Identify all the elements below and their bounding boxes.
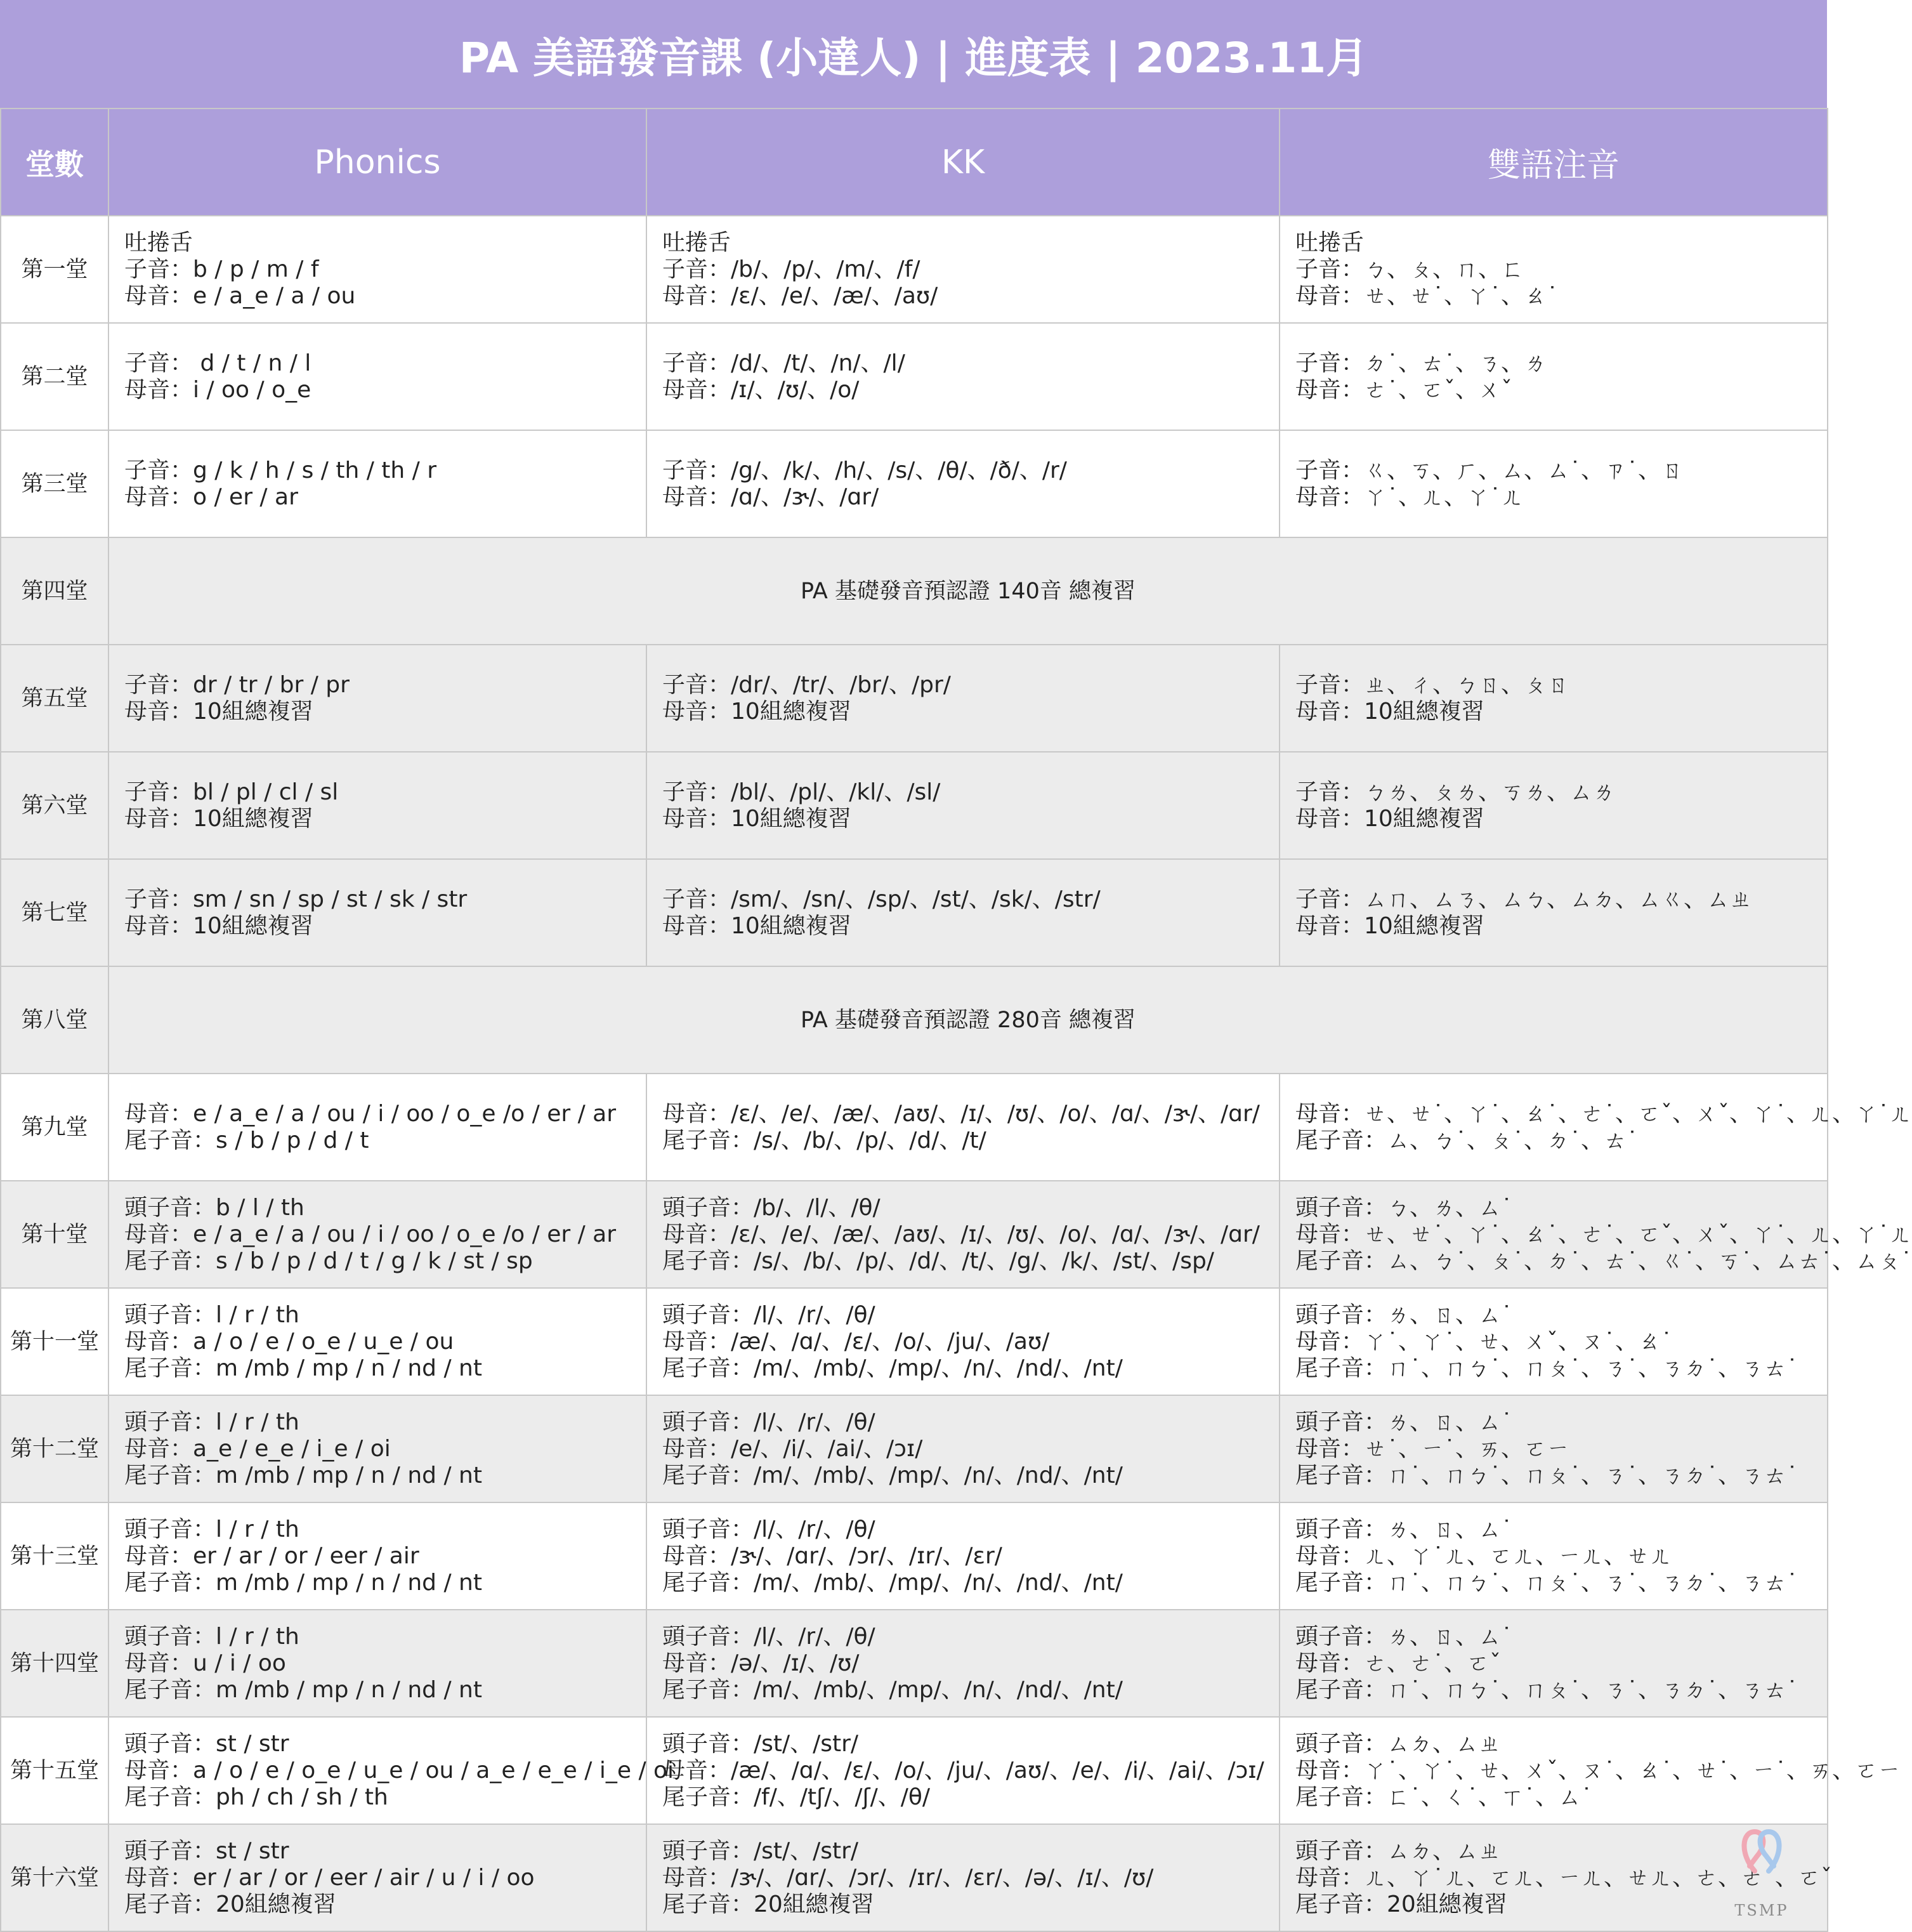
- zhuyin-cell: [1280, 752, 1828, 859]
- table-row: [1, 430, 1828, 537]
- header-zhuyin: 雙語注音: [1280, 108, 1828, 216]
- zhuyin-cell: [1280, 645, 1828, 752]
- cell-line: 頭子音：l / r / th: [124, 1301, 299, 1328]
- lesson-cell: 第三堂: [1, 430, 108, 537]
- cell-line: 子音：ㄓ、ㄔ、ㄅㄖ、ㄆㄖ: [1295, 671, 1570, 698]
- cell-line: 母音：/ɝ/、/ɑr/、/ɔr/、/ɪr/、/ɛr/、/ə/、/ɪ/、/ʊ/: [662, 1864, 1154, 1891]
- cell-line: 母音：10組總複習: [662, 805, 851, 832]
- cell-line: 頭子音：b / l / th: [124, 1194, 304, 1221]
- cell-line: 頭子音：st / str: [124, 1837, 289, 1864]
- cell-line: 頭子音：ㄌ、ㄖ、ㄙ˙: [1295, 1301, 1513, 1328]
- cell-line: 母音：/ə/、/ɪ/、/ʊ/: [662, 1650, 860, 1676]
- cell-line: 母音：10組總複習: [662, 698, 851, 725]
- kk-cell: [646, 216, 1280, 323]
- cell-line: 母音：ㄦ、ㄚ˙ㄦ、ㄛㄦ、ㄧㄦ、ㄝㄦ: [1295, 1542, 1673, 1569]
- cell-line: 子音：ㄍ、ㄎ、ㄏ、ㄙ、ㄙ˙、ㄗ˙、ㄖ: [1295, 457, 1684, 483]
- phonics-cell: [108, 216, 646, 323]
- table-row: [1, 1181, 1828, 1288]
- cell-line: 子音：ㄅ、ㄆ、ㄇ、ㄈ: [1295, 256, 1524, 282]
- cell-line: 頭子音：l / r / th: [124, 1409, 299, 1435]
- table-row: [1, 645, 1828, 752]
- lesson-cell: 第十一堂: [1, 1288, 108, 1395]
- zhuyin-cell: [1280, 1074, 1912, 1181]
- cell-line: 母音：10組總複習: [1295, 805, 1484, 832]
- review-cell: PA 基礎發音預認證 140音 總複習: [108, 537, 1828, 645]
- table-row: [1, 1074, 1828, 1181]
- table-row: [1, 323, 1828, 430]
- cell-line: 頭子音：ㄌ、ㄖ、ㄙ˙: [1295, 1623, 1513, 1650]
- zhuyin-cell: [1280, 1502, 1828, 1610]
- table-row: [1, 859, 1828, 966]
- kk-cell: [646, 645, 1280, 752]
- ribbon-logo-icon: [1736, 1824, 1788, 1876]
- cell-line: 母音：ㄚ˙、ㄦ、ㄚ˙ㄦ: [1295, 483, 1524, 510]
- cell-line: 子音：dr / tr / br / pr: [124, 671, 350, 698]
- cell-line: 子音：g / k / h / s / th / th / r: [124, 457, 437, 483]
- cell-line: 母音：ㄚ˙、ㄚ˙、ㄝ、ㄨˇ、ㄡ˙、ㄠ˙、ㄝ˙、ㄧ˙、ㄞ、ㄛㄧ: [1295, 1757, 1901, 1784]
- cell-line: 尾子音：/m/、/mb/、/mp/、/n/、/nd/、/nt/: [662, 1569, 1123, 1596]
- cell-line: 母音：ㄝ、ㄝ˙、ㄚ˙、ㄠ˙、ㄜ˙、ㄛˇ、ㄨˇ、ㄚ˙、ㄦ、ㄚ˙ㄦ: [1295, 1221, 1912, 1247]
- kk-cell: [646, 1717, 1280, 1824]
- lesson-cell: 第七堂: [1, 859, 108, 966]
- zhuyin-cell: [1280, 1395, 1828, 1502]
- zhuyin-cell: [1280, 1288, 1828, 1395]
- cell-line: 頭子音：/st/、/str/: [662, 1730, 859, 1757]
- watermark-text: TSMP: [1734, 1902, 1789, 1919]
- cell-line: 母音：ㄝ、ㄝ˙、ㄚ˙、ㄠ˙、ㄜ˙、ㄛˇ、ㄨˇ、ㄚ˙、ㄦ、ㄚ˙ㄦ: [1295, 1100, 1912, 1127]
- zhuyin-cell: [1280, 430, 1828, 537]
- kk-cell: [646, 1288, 1280, 1395]
- review-cell: PA 基礎發音預認證 280音 總複習: [108, 966, 1828, 1074]
- kk-cell: [646, 752, 1280, 859]
- header-kk: KK: [646, 108, 1280, 216]
- phonics-cell: [108, 1395, 646, 1502]
- header-lesson: 堂數: [1, 108, 108, 216]
- phonics-cell: [108, 645, 646, 752]
- table-body: [1, 216, 1912, 1931]
- cell-line: 尾子音：ph / ch / sh / th: [124, 1784, 388, 1810]
- cell-line: 頭子音：ㄙㄉ、ㄙㄓ: [1295, 1837, 1502, 1864]
- cell-line: 尾子音：ㄇ˙、ㄇㄅ˙、ㄇㄆ˙、ㄋ˙、ㄋㄉ˙、ㄋㄊ˙: [1295, 1569, 1798, 1596]
- cell-line: 母音：/ɛ/、/e/、/æ/、/aʊ/: [662, 282, 938, 309]
- kk-cell: [646, 323, 1280, 430]
- cell-line: 母音：er / ar / or / eer / air: [124, 1542, 419, 1569]
- cell-line: 母音：er / ar / or / eer / air / u / i / oo: [124, 1864, 535, 1891]
- phonics-cell: [108, 1717, 674, 1824]
- cell-line: 吐捲舌: [662, 229, 731, 256]
- zhuyin-cell: [1280, 1610, 1828, 1717]
- cell-line: 母音：10組總複習: [124, 698, 313, 725]
- lesson-cell: 第十六堂: [1, 1824, 108, 1931]
- lesson-cell: 第一堂: [1, 216, 108, 323]
- phonics-cell: [108, 1074, 646, 1181]
- phonics-cell: [108, 1288, 646, 1395]
- phonics-cell: [108, 430, 646, 537]
- cell-line: 尾子音：ㄙ、ㄅ˙、ㄆ˙、ㄉ˙、ㄊ˙: [1295, 1127, 1639, 1153]
- cell-line: 尾子音：m /mb / mp / n / nd / nt: [124, 1355, 482, 1381]
- cell-line: 母音：/æ/、/ɑ/、/ɛ/、/o/、/ju/、/aʊ/、/e/、/i/、/ai/、/ɔɪ/: [662, 1757, 1264, 1784]
- phonics-cell: [108, 1502, 646, 1610]
- cell-line: 母音：e / a_e / a / ou / i / oo / o_e /o / er / ar: [124, 1221, 617, 1247]
- watermark: [1727, 1824, 1797, 1919]
- cell-line: 母音：10組總複習: [662, 912, 851, 939]
- lesson-cell: 第十堂: [1, 1181, 108, 1288]
- cell-line: 頭子音：/l/、/r/、/θ/: [662, 1623, 875, 1650]
- cell-line: 子音：b / p / m / f: [124, 256, 319, 282]
- cell-line: 子音：/dr/、/tr/、/br/、/pr/: [662, 671, 951, 698]
- cell-line: 尾子音：m /mb / mp / n / nd / nt: [124, 1676, 482, 1703]
- cell-line: 母音：/e/、/i/、/ai/、/ɔɪ/: [662, 1435, 923, 1462]
- cell-line: 母音：/ɑ/、/ɝ/、/ɑr/: [662, 483, 879, 510]
- cell-line: 尾子音：/m/、/mb/、/mp/、/n/、/nd/、/nt/: [662, 1462, 1123, 1488]
- cell-line: 尾子音：20組總複習: [662, 1891, 874, 1917]
- table-row: [1, 537, 1828, 645]
- cell-line: 尾子音：/m/、/mb/、/mp/、/n/、/nd/、/nt/: [662, 1676, 1123, 1703]
- phonics-cell: [108, 1181, 646, 1288]
- cell-line: 母音：ㄦ、ㄚ˙ㄦ、ㄛㄦ、ㄧㄦ、ㄝㄦ、ㄜ、ㄜ˙、ㄛˇ: [1295, 1864, 1833, 1891]
- kk-cell: [646, 1181, 1280, 1288]
- cell-line: 尾子音：/m/、/mb/、/mp/、/n/、/nd/、/nt/: [662, 1355, 1123, 1381]
- phonics-cell: [108, 1610, 646, 1717]
- cell-line: 子音：sm / sn / sp / st / sk / str: [124, 886, 468, 912]
- cell-line: 頭子音：ㄅ、ㄌ、ㄙ˙: [1295, 1194, 1513, 1221]
- lesson-cell: 第四堂: [1, 537, 108, 645]
- kk-cell: [646, 430, 1280, 537]
- cell-line: 吐捲舌: [124, 229, 193, 256]
- cell-line: 尾子音：s / b / p / d / t: [124, 1127, 369, 1153]
- cell-line: 母音：o / er / ar: [124, 483, 298, 510]
- cell-line: 母音：10組總複習: [124, 912, 313, 939]
- lesson-cell: 第二堂: [1, 323, 108, 430]
- cell-line: 子音： d / t / n / l: [124, 350, 311, 376]
- zhuyin-cell: [1280, 859, 1828, 966]
- cell-line: 母音：a / o / e / o_e / u_e / ou / a_e / e_e / i_e / oi: [124, 1757, 674, 1784]
- kk-cell: [646, 1074, 1280, 1181]
- cell-line: 尾子音：ㄙ、ㄅ˙、ㄆ˙、ㄉ˙、ㄊ˙、ㄍ˙、ㄎ˙、ㄙㄊ˙、ㄙㄆ˙: [1295, 1247, 1912, 1274]
- table-row: [1, 1288, 1828, 1395]
- lesson-cell: 第十二堂: [1, 1395, 108, 1502]
- cell-line: 母音：a_e / e_e / i_e / oi: [124, 1435, 391, 1462]
- cell-line: 母音：ㄚ˙、ㄚ˙、ㄝ、ㄨˇ、ㄡ˙、ㄠ˙: [1295, 1328, 1673, 1355]
- cell-line: 頭子音：/l/、/r/、/θ/: [662, 1301, 875, 1328]
- cell-line: 母音：/ɪ/、/ʊ/、/o/: [662, 376, 860, 403]
- cell-line: 母音：/ɛ/、/e/、/æ/、/aʊ/、/ɪ/、/ʊ/、/o/、/ɑ/、/ɝ/、/ɑr/: [662, 1221, 1260, 1247]
- cell-line: 尾子音：s / b / p / d / t / g / k / st / sp: [124, 1247, 533, 1274]
- cell-line: 尾子音：20組總複習: [124, 1891, 336, 1917]
- zhuyin-cell: [1280, 216, 1828, 323]
- cell-line: 子音：bl / pl / cl / sl: [124, 779, 339, 805]
- kk-cell: [646, 1395, 1280, 1502]
- cell-line: 母音：10組總複習: [1295, 912, 1484, 939]
- cell-line: 頭子音：st / str: [124, 1730, 289, 1757]
- kk-cell: [646, 1610, 1280, 1717]
- lesson-cell: 第五堂: [1, 645, 108, 752]
- cell-line: 子音：/b/、/p/、/m/、/f/: [662, 256, 920, 282]
- cell-line: 頭子音：ㄌ、ㄖ、ㄙ˙: [1295, 1409, 1513, 1435]
- cell-line: 尾子音：/f/、/tʃ/、/ʃ/、/θ/: [662, 1784, 931, 1810]
- cell-line: 子音：/sm/、/sn/、/sp/、/st/、/sk/、/str/: [662, 886, 1101, 912]
- cell-line: 子音：ㄅㄌ、ㄆㄌ、ㄎㄌ、ㄙㄌ: [1295, 779, 1616, 805]
- cell-line: 尾子音：m /mb / mp / n / nd / nt: [124, 1462, 482, 1488]
- lesson-cell: 第十三堂: [1, 1502, 108, 1610]
- zhuyin-cell: [1280, 1181, 1912, 1288]
- lesson-cell: 第八堂: [1, 966, 108, 1074]
- cell-line: 頭子音：/b/、/l/、/θ/: [662, 1194, 881, 1221]
- table-row: [1, 966, 1828, 1074]
- cell-line: 母音：ㄝ˙、ㄧ˙、ㄞ、ㄛㄧ: [1295, 1435, 1570, 1462]
- cell-line: 母音：i / oo / o_e: [124, 376, 311, 403]
- cell-line: 母音：/ɛ/、/e/、/æ/、/aʊ/、/ɪ/、/ʊ/、/o/、/ɑ/、/ɝ/、/ɑr/: [662, 1100, 1260, 1127]
- cell-line: 母音：ㄜ˙、ㄛˇ、ㄨˇ: [1295, 376, 1513, 403]
- cell-line: 尾子音：ㄇ˙、ㄇㄅ˙、ㄇㄆ˙、ㄋ˙、ㄋㄉ˙、ㄋㄊ˙: [1295, 1462, 1798, 1488]
- cell-line: 母音：e / a_e / a / ou / i / oo / o_e /o / er / ar: [124, 1100, 617, 1127]
- cell-line: 頭子音：/st/、/str/: [662, 1837, 859, 1864]
- cell-line: 母音：/æ/、/ɑ/、/ɛ/、/o/、/ju/、/aʊ/: [662, 1328, 1050, 1355]
- cell-line: 母音：10組總複習: [1295, 698, 1484, 725]
- cell-line: 頭子音：ㄙㄉ、ㄙㄓ: [1295, 1730, 1502, 1757]
- cell-line: 母音：10組總複習: [124, 805, 313, 832]
- cell-line: 頭子音：ㄌ、ㄖ、ㄙ˙: [1295, 1516, 1513, 1542]
- lesson-cell: 第六堂: [1, 752, 108, 859]
- kk-cell: [646, 859, 1280, 966]
- cell-line: 尾子音：ㄇ˙、ㄇㄅ˙、ㄇㄆ˙、ㄋ˙、ㄋㄉ˙、ㄋㄊ˙: [1295, 1676, 1798, 1703]
- cell-line: 母音：e / a_e / a / ou: [124, 282, 356, 309]
- lesson-cell: 第十四堂: [1, 1610, 108, 1717]
- header-phonics: Phonics: [108, 108, 646, 216]
- cell-line: 母音：ㄝ、ㄝ˙、ㄚ˙、ㄠ˙: [1295, 282, 1559, 309]
- cell-line: 吐捲舌: [1295, 229, 1365, 256]
- zhuyin-cell: [1280, 1717, 1901, 1824]
- table-row: [1, 216, 1828, 323]
- cell-line: 尾子音：m /mb / mp / n / nd / nt: [124, 1569, 482, 1596]
- kk-cell: [646, 1824, 1280, 1931]
- phonics-cell: [108, 752, 646, 859]
- cell-line: 子音：/bl/、/pl/、/kl/、/sl/: [662, 779, 941, 805]
- cell-line: 頭子音：/l/、/r/、/θ/: [662, 1409, 875, 1435]
- table-row: [1, 752, 1828, 859]
- progress-table: [0, 108, 1912, 1932]
- table-row: [1, 1717, 1828, 1824]
- kk-cell: [646, 1502, 1280, 1610]
- table-header-row: [1, 108, 1828, 216]
- cell-line: 子音：/g/、/k/、/h/、/s/、/θ/、/ð/、/r/: [662, 457, 1067, 483]
- cell-line: 母音：u / i / oo: [124, 1650, 286, 1676]
- cell-line: 頭子音：l / r / th: [124, 1623, 299, 1650]
- cell-line: 母音：a / o / e / o_e / u_e / ou: [124, 1328, 454, 1355]
- phonics-cell: [108, 1824, 646, 1931]
- zhuyin-cell: [1280, 323, 1828, 430]
- lesson-cell: 第九堂: [1, 1074, 108, 1181]
- phonics-cell: [108, 323, 646, 430]
- table-row: [1, 1824, 1828, 1931]
- table-row: [1, 1395, 1828, 1502]
- cell-line: 頭子音：l / r / th: [124, 1516, 299, 1542]
- cell-line: 頭子音：/l/、/r/、/θ/: [662, 1516, 875, 1542]
- cell-line: 子音：ㄉ˙、ㄊ˙、ㄋ、ㄌ: [1295, 350, 1547, 376]
- cell-line: 尾子音：/s/、/b/、/p/、/d/、/t/: [662, 1127, 986, 1153]
- cell-line: 尾子音：ㄇ˙、ㄇㄅ˙、ㄇㄆ˙、ㄋ˙、ㄋㄉ˙、ㄋㄊ˙: [1295, 1355, 1798, 1381]
- cell-line: 母音：ㄜ、ㄜ˙、ㄛˇ: [1295, 1650, 1502, 1676]
- cell-line: 尾子音：ㄈ˙、ㄑ˙、ㄒ˙、ㄙ˙: [1295, 1784, 1593, 1810]
- cell-line: 尾子音：/s/、/b/、/p/、/d/、/t/、/g/、/k/、/st/、/sp/: [662, 1247, 1214, 1274]
- cell-line: 子音：ㄙㄇ、ㄙㄋ、ㄙㄅ、ㄙㄉ、ㄙㄍ、ㄙㄓ: [1295, 886, 1753, 912]
- table-row: [1, 1610, 1828, 1717]
- cell-line: 子音：/d/、/t/、/n/、/l/: [662, 350, 905, 376]
- lesson-cell: 第十五堂: [1, 1717, 108, 1824]
- cell-line: 尾子音：20組總複習: [1295, 1891, 1507, 1917]
- cell-line: 母音：/ɝ/、/ɑr/、/ɔr/、/ɪr/、/ɛr/: [662, 1542, 1002, 1569]
- page-title: PA 美語發音課 (小達人) | 進度表 | 2023.11月: [0, 0, 1827, 108]
- phonics-cell: [108, 859, 646, 966]
- table-row: [1, 1502, 1828, 1610]
